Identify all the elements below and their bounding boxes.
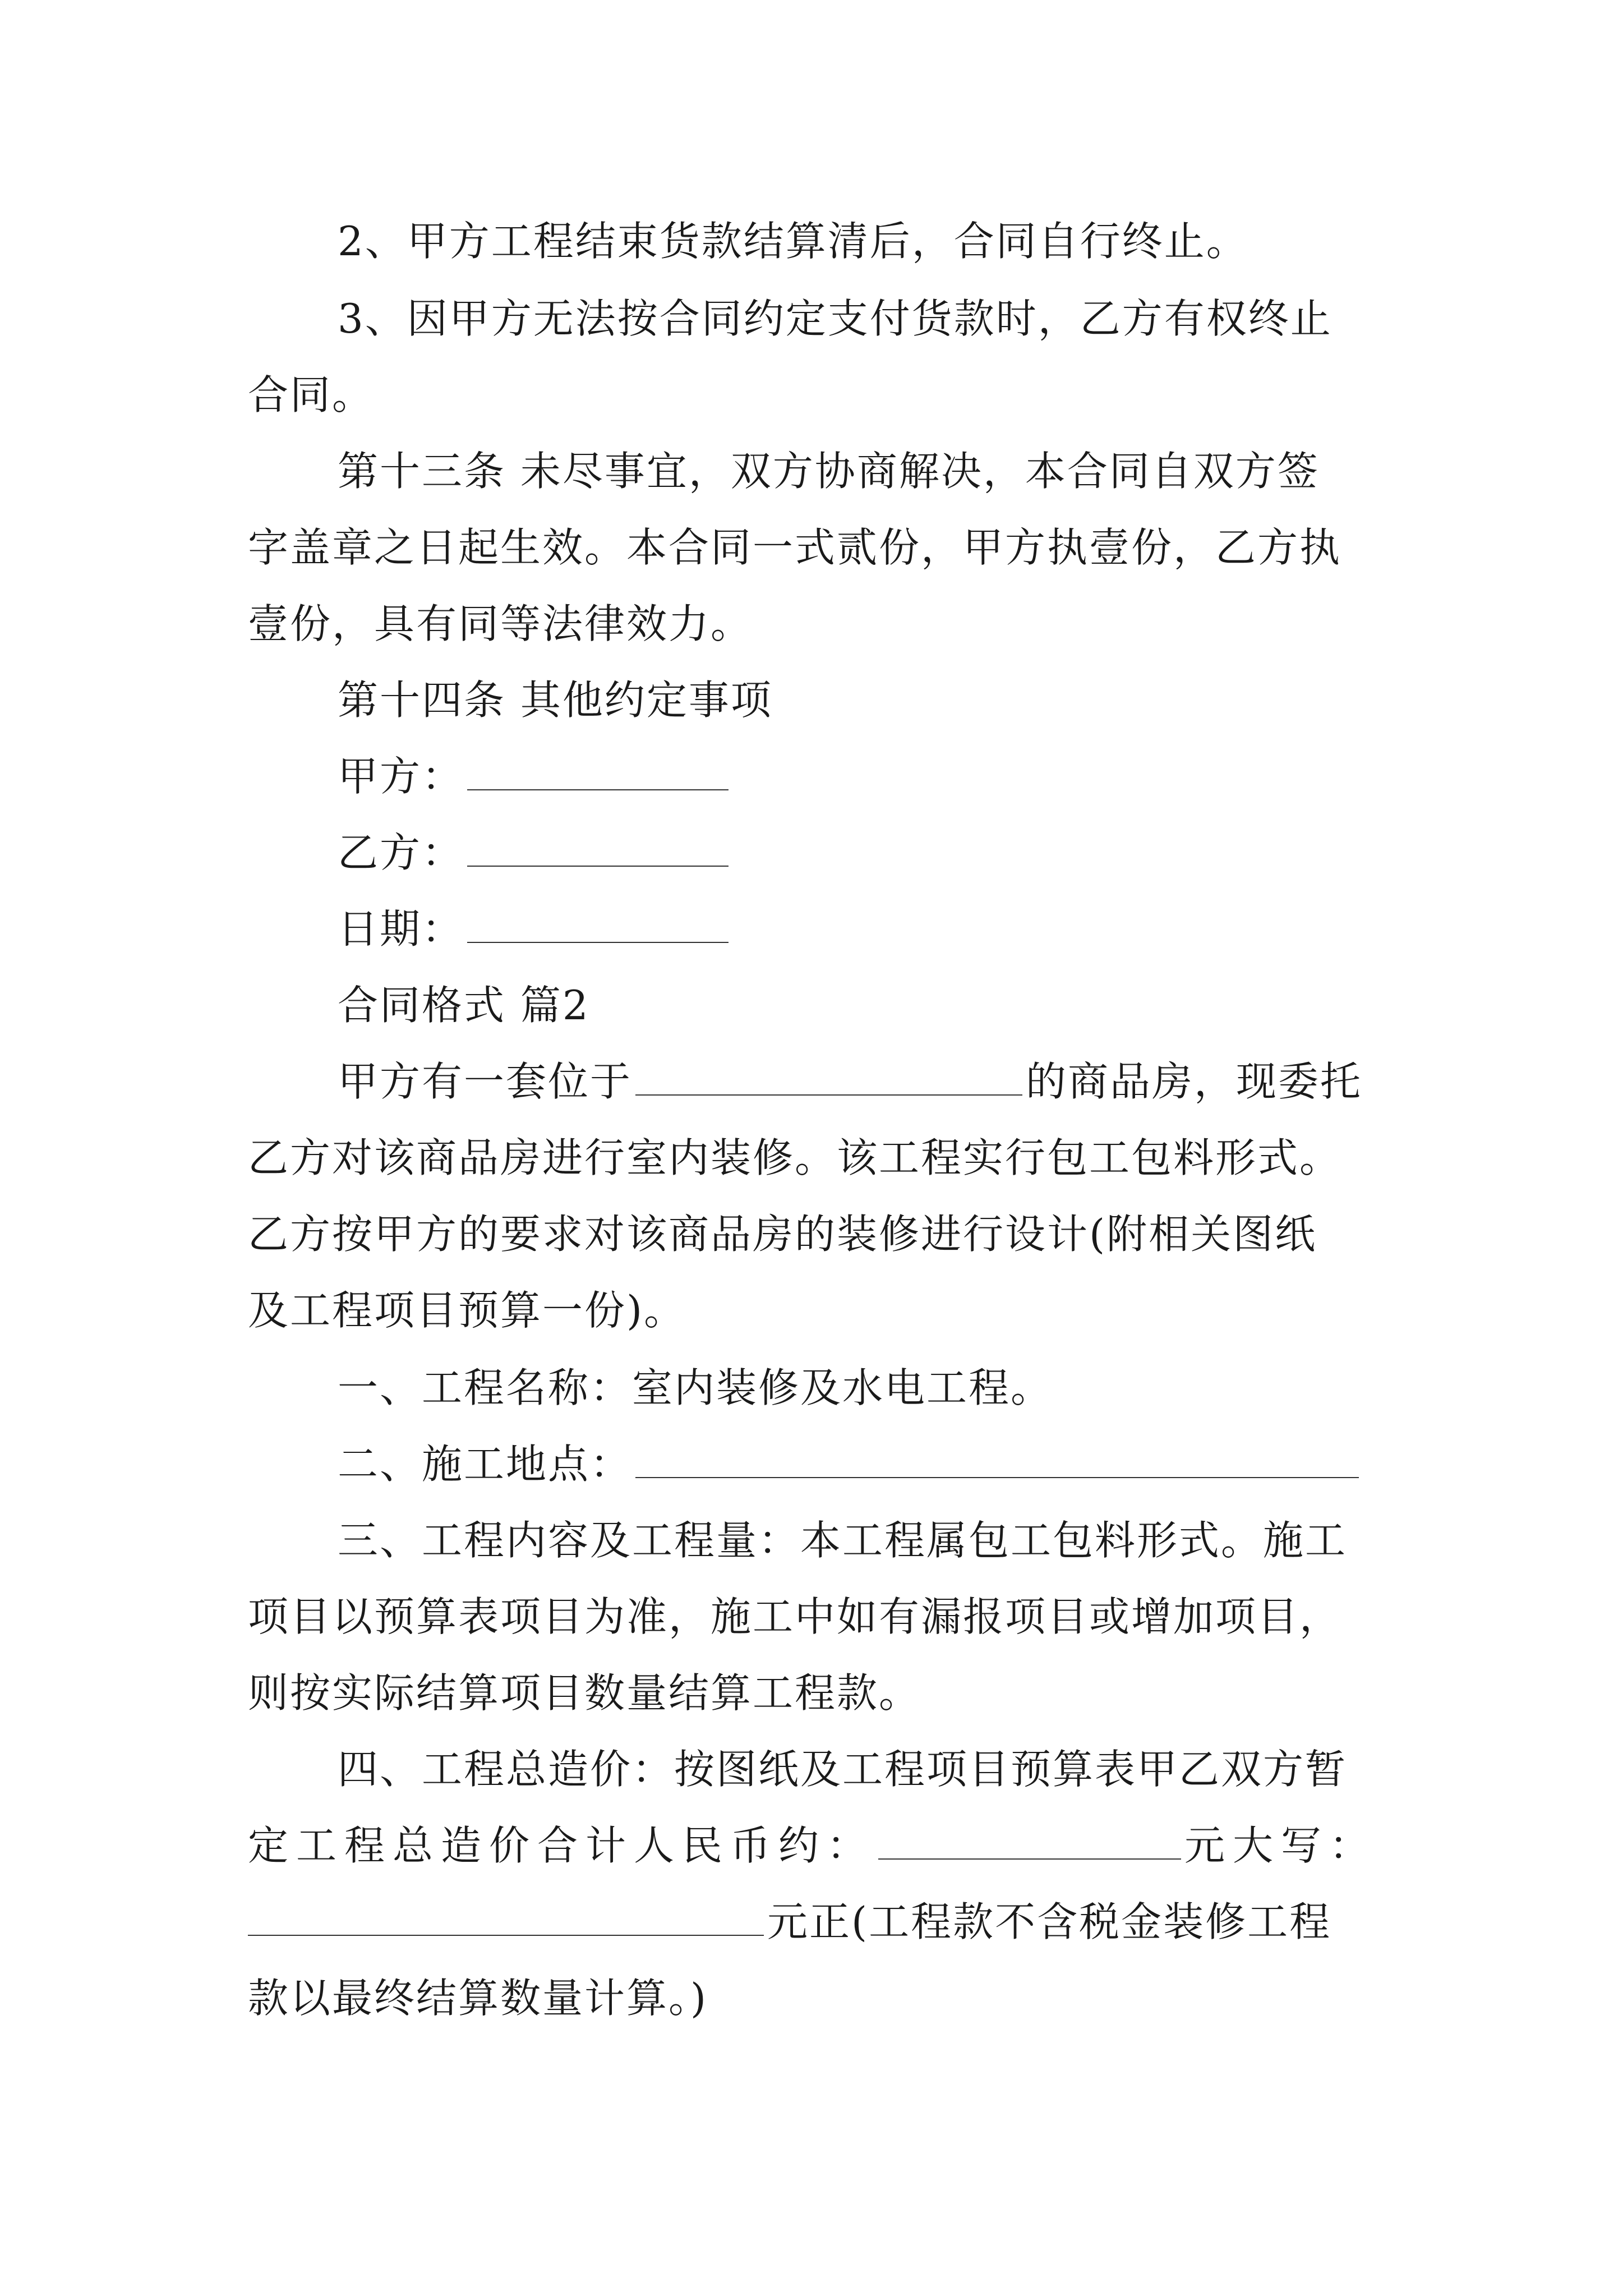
total-price-prefix: 定工程总造价合计人民币约：	[248, 1822, 875, 1869]
paragraph-line: 则按实际结算项目数量结算工程款。	[248, 1669, 921, 1717]
paragraph-line: 款以最终结算数量计算。)	[248, 1975, 708, 2022]
paragraph-line: 字盖章之日起生效。本合同一式贰份，甲方执壹份，乙方执	[248, 524, 1342, 571]
paragraph-line: 四、工程总造价：按图纸及工程项目预算表甲乙双方暂	[338, 1746, 1348, 1793]
paragraph-line: 第十三条 未尽事宜，双方协商解决，本合同自双方签	[338, 448, 1320, 495]
amount-words-row	[248, 1894, 1331, 1950]
party-b-blank	[467, 830, 728, 867]
paragraph-line: 壹份，具有同等法律效力。	[248, 600, 753, 647]
paragraph-line: 第十四条 其他约定事项	[338, 677, 773, 724]
amount-words-blank	[248, 1899, 764, 1936]
item-project-name: 一、工程名称：室内装修及水电工程。	[338, 1364, 1053, 1411]
paragraph-line: 合同。	[248, 371, 375, 418]
party-a-blank	[467, 753, 728, 790]
location-blank	[635, 1441, 1359, 1478]
section-title: 合同格式 篇2	[338, 982, 590, 1029]
amount-words-suffix: 元正(工程款不含税金装修工程	[767, 1898, 1332, 1945]
party-a-row	[338, 748, 732, 804]
paragraph-line: 3、因甲方无法按合同约定支付货款时，乙方有权终止	[338, 295, 1332, 342]
date-label: 日期：	[338, 905, 464, 953]
total-price-row	[248, 1818, 1377, 1874]
intro-row	[338, 1053, 1362, 1110]
intro-suffix: 的商品房，现委托	[1026, 1058, 1363, 1105]
date-row	[338, 901, 732, 957]
paragraph-line: 项目以预算表项目为准，施工中如有漏报项目或增加项目，	[248, 1593, 1342, 1640]
item-location-row	[338, 1436, 1362, 1492]
property-address-blank	[635, 1059, 1022, 1096]
amount-number-blank	[878, 1823, 1181, 1860]
party-b-row	[338, 825, 732, 881]
paragraph-line: 乙方对该商品房进行室内装修。该工程实行包工包料形式。	[248, 1134, 1342, 1181]
intro-prefix: 甲方有一套位于	[338, 1058, 633, 1105]
paragraph-line: 2、甲方工程结束货款结算清后，合同自行终止。	[338, 218, 1248, 265]
total-price-suffix: 元大写：	[1184, 1822, 1378, 1869]
item-location-label: 二、施工地点：	[338, 1441, 633, 1488]
date-blank	[467, 906, 728, 943]
party-a-label: 甲方：	[338, 753, 464, 800]
paragraph-line: 乙方按甲方的要求对该商品房的装修进行设计(附相关图纸	[248, 1211, 1317, 1258]
paragraph-line: 三、工程内容及工程量：本工程属包工包料形式。施工	[338, 1517, 1348, 1564]
party-b-label: 乙方：	[338, 829, 464, 876]
paragraph-line: 及工程项目预算一份)。	[248, 1287, 686, 1334]
